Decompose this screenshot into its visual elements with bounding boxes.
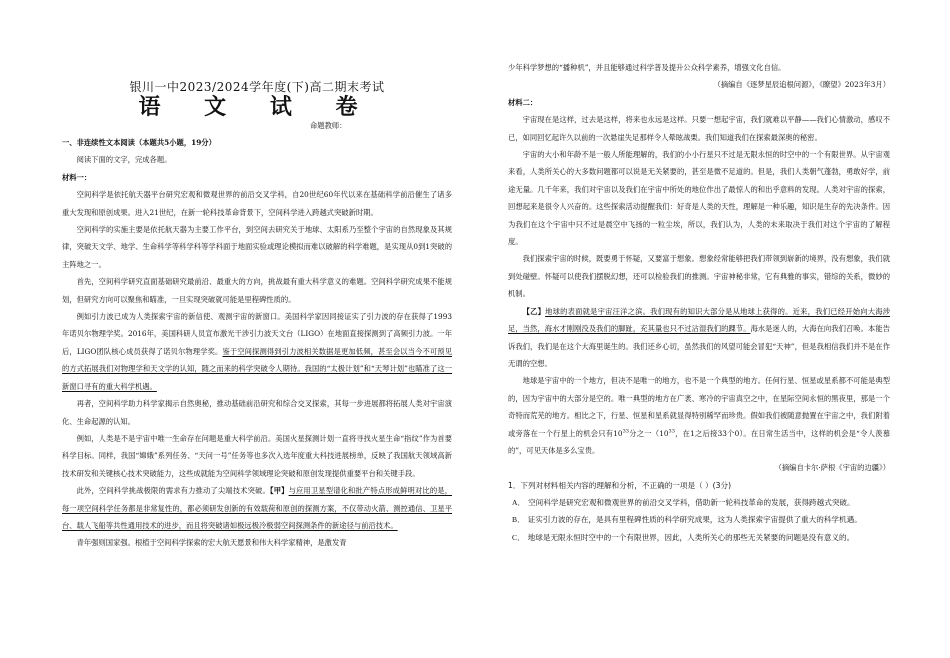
option-text: 空间科学是研究宏观和微观世界的前沿交叉学科，借助新一轮科技革命的发展，获得跨越式突破。 [528, 498, 855, 508]
paragraph-text: 地球是宇宙中的一个地方，但决不是唯一的地方，也不是一个典型的地方。任何行星、恒星或星系都不可能是典型的，因为宇宙中的大部分是空的。唯一典型的地方在广袤、寒冷的宇宙真空之中，在星际空间永恒的黑夜里，那是一个奇特而荒芜的地方。相比之下，行星、恒星和星系就显得特别稀罕而珍贵。假如我们被随意抛置在宇宙之中，我们附着或旁落在一个行星上的机会只有10 [508, 376, 890, 438]
exponent: 33 [668, 428, 675, 435]
option-b [508, 511, 890, 528]
underlined-text: 地球的表面就是宇宙汪洋之滨。我们现有的知识大部分是从地球上获得的。近来，我们已经开始向大海涉足，当然，海水才刚刚没及我们的脚趾，充其量也只不过沾湿我们的踝节。 [508, 306, 891, 334]
subject-title: 语 文 试 卷 [138, 94, 376, 120]
paragraph: 空间科学是依托航天器平台研究宏观和微观世界的前沿交叉学科，自20世纪60年代以来在基础科学前沿催生了诸多重大发现和原创成果。进入21世纪，在新一轮科技革命背景下，空间科学进入跨越式突破新时期。 [62, 190, 452, 217]
paragraph: 例如，人类是不是宇宙中唯一生命存在问题是重大科学前沿。美国火星探测计划一直将寻找火星生命“指纹”作为首要科学目标。同样，我国“嫦娥”系列任务、“天问一号”任务等也多次入选年度重大科技进展榜单，反映了我国航天领域高新技术研发和关键核心技术突破能力，这些成就能为空间科学领域理论突破和原创发现提供重要平台和关键手段。 [62, 433, 452, 478]
exam-title: 银川一中2023/2024学年度(下)高二期末考试 [129, 80, 385, 94]
paragraph: 空间科学的实施主要是依托航天器为主要工作平台，到空间去研究关于地球、太阳系乃至整个宇宙的自然现象及其规律，突破天文学、地学、生命科学等科学科等学科面于地面实验或理论模拟而难以破解的科学难题，是实现从0到1突破的主阵地之一。 [62, 225, 452, 269]
option-text: 地球是无限永恒时空中的一个有限世界，因此，人类所关心的那些无关紧要的问题是没有意义的。 [527, 532, 855, 542]
paragraph: 宇宙的大小和年龄不是一般人所能理解的，我们的小小行星只不过是无限永恒的时空中的一个有限世界。从宇宙观来看，人类所关心的大多数问题都可以说是无关紧要的，甚至是微不足道的。但是，我们人类朝气蓬勃，勇敢好学，前途无量。几千年来，我们对宇宙以及我们在宇宙中所处的地位作出了最惊人的和出乎意料的发现。人类对宇宙的探索，回想起来是很令人兴奋的。这些探索活动提醒我们：好奇是人类的天性，理解是一种乐趣，知识是生存的先决条件。因为我们在这个宇宙中只不过是晨空中飞扬的一粒尘埃，所以，我们认为，人类的未来取决于我们对这个宇宙的了解程度。 [508, 150, 890, 247]
paragraph-text: 此外，空间科学挑战极限的需求有力推动了尖端技术突破。 [76, 486, 270, 496]
material-two-label: 材料二： [508, 97, 538, 107]
author-label: 命题教师： [310, 121, 347, 130]
paragraph [62, 308, 452, 395]
marker-jia: 【甲】 [269, 486, 289, 496]
option-letter: B． [512, 515, 525, 525]
left-column [62, 134, 452, 552]
exponent: 33 [622, 428, 629, 435]
paragraph-text: ，在1之后接33个0）。在日常生活当中，这样的机会是“令人羡慕的”，可见天体是多么宝贵。 [508, 428, 890, 455]
paragraph: 宇宙现在是这样，过去是这样，将来也永远是这样。只要一想起宇宙，我们就难以平静——我们心情激动，感叹不已，如同回忆起许久以前的一次悬崖失足那样令人晕眩战栗。我们知道我们在探索最深奥的秘密。 [508, 115, 890, 142]
option-text: 证实引力波的存在，是具有里程碑性质的科学研究成果，这为人类探索宇宙提供了重大的科学机遇。 [527, 515, 862, 525]
option-letter: A． [512, 498, 526, 508]
underlined-text: 鉴于空间探测得到引力波相关数据是更加低频，甚至会以当今不可预见的方式拓展我们对物理学和天文学的认知，随之而来的科学突破令人期待。我国的“太极计划”和“天琴计划”也瞄准了这一新窗口寻有的重大科学机遇。 [62, 346, 453, 391]
source-citation: （摘编自《逐梦星辰追根问源》，《瞭望》2023年3月） [713, 80, 890, 90]
paragraph: 再者，空间科学助力科学家揭示自然奥秘，推动基础前沿研究和综合交叉探索，其每一步进展都将拓展人类对宇宙演化、生命起源的认知。 [62, 399, 452, 426]
option-list [508, 494, 890, 546]
right-column [508, 59, 890, 546]
source-citation: （摘编自卡尔·萨根《宇宙的边疆》） [774, 463, 890, 473]
paragraph: 青年强则国家强。根植于空间科学探索的宏大航天愿景和伟大科学家精神，是激发青 [76, 538, 347, 548]
option-c [508, 529, 890, 546]
instruction: 阅读下面的文字，完成各题。 [76, 155, 172, 165]
paragraph [62, 482, 452, 534]
paragraph [508, 303, 890, 373]
question-1: 1．下列对材料相关内容的理解和分析，不正确的一项是（ ）(3分) [508, 480, 732, 490]
marker-yi: 【乙】 [522, 306, 546, 316]
option-a [508, 494, 890, 511]
option-letter: C． [512, 532, 525, 542]
paragraph [508, 372, 890, 459]
paragraph: 少年科学梦想的“播种机”，并且能够通过科学普及提升公众科学素养，增强文化自信。 [508, 63, 786, 72]
paragraph: 我们探索宇宙的时候，既要勇于怀疑，又要富于想象。想象经常能够把我们带领到崭新的境界，没有想象，我们就到处碰壁。怀疑可以使我们摆脱幻想，还可以检验我们的推测。宇宙神秘非常，它有典雅的事实，错综的关系，微妙的机制。 [508, 254, 890, 299]
section-title: 一、非连续性文本阅读（本题共5小题，19分） [62, 138, 216, 147]
paragraph-text: 分之一（10 [628, 428, 669, 438]
paragraph-text: 例如引力波已成为人类探索宇宙的新信使、观测宇宙的新窗口。美国科学家因同接证实了引力波的存在获得了1993年诺贝尔物理学奖。2016年，美国科研人员宣布激光干涉引力波天文台（LIGO）在地面直接探测到了高频引力波。一年后，LIGO团队核心成员获得了诺贝尔物理学奖。 [62, 312, 452, 356]
material-one-label: 材料一： [62, 172, 92, 182]
underlined-text: 与应用卫星型谱化和批产特点形成鲜明对比的是，每一项空间科学任务都是非常复性的，都必须研发创新的有效载荷和原创的探测方案，不仅带动火箭、测控通信、卫星平台、载人飞船等共性通用技术的进步，而且将突破诸如极远极冷极弱空间探测条件的新途径与前沿技术。 [62, 486, 452, 530]
paragraph: 首先，空间科学研究直面基础研究最前沿、最重大的方向，挑战最有重大科学意义的难题。空间科学研究成果不能规划，但研究方向可以聚焦和瞄准，一旦实现突破就可能是里程碑性质的。 [62, 277, 452, 304]
paragraph-text: 海水是迷人的，大海在向我们召唤。本能告诉我们，我们是在这个大海里诞生的。我们还乡心切，虽然我们的风望可能会冒犯“天神”，但是我相信我们并不是在作无谓的空想。 [508, 324, 890, 368]
